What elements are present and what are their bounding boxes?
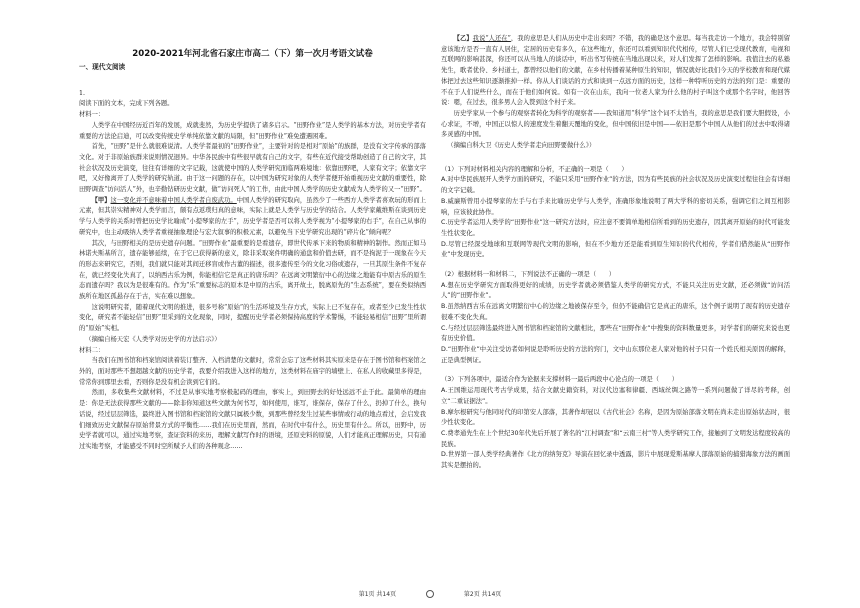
option-2d: D.“田野作业”中关注受访者如何说是聆听历史的方法的窍门，文中山东那位老人家对他的村子只有一个姓氏相关原因的解释，正是典型例证。 (441, 345, 790, 364)
underlined-sentence: 我说“人还在” (472, 35, 511, 42)
page-footer (0, 589, 860, 599)
question-1: （1）下列对材料相关内容的理解和分析，不正确的一项是（ ） (441, 165, 628, 173)
option-3b: B.摩尔根研究与他同时代的印第安人部落，其著作却冠以《古代社会》名称，是因为原始部落文明在尚未走出原始状态时，很少性状变化。 (441, 408, 790, 427)
fold-circle-icon (426, 590, 434, 598)
option-2b: B.虽然纳西古乐在远离文明繁衍中心的边缘之地被保存至今，但仍不能确信它是真正的唐乐，这个例子说明了现有的历史遗存很难不变化失真。 (441, 303, 790, 321)
paragraph: 然而，多收集些文献材料，不过是从事实地考察极起码的理由，事实上，到田野去的好处远远不止于此。最简单的理由是：你是无法获得那些文献的——除非你知道这些文献为何书写，如何使用，谁写，谁保存，保存了什么，扔掉了什么，换句话说，经过层层筛选，最终进入图书馆和档案馆的文献只属极少数，到那些曾经发生过某些事情或行动的地点看过，会启发我们细致历史文献保存原始背景方式的平衡性……我们在历史里面，然而，在时代中有什么，历史里有什么。所以，田野中，历史学者就可以，通过实地考察，查证资料的来历，理解文献写作时的语境，还原史料的原貌，人们才能真正理解历史，只有通过实地考察，才能感受不同时空所赋予人们的各种观念…… (79, 389, 426, 450)
paragraph: 这说明研究者，随着现代文明的推进，很多号称“原始”的生活环境及生存方式，实际上已不复存在，或者至少已发生性状变化，研究者不能轻信“田野”里采到的文化现象，同时，提醒历史学者必须保持高度的学术警惕，不能轻易相信“田野”里所谓的“原始”实相。 (79, 303, 426, 333)
page-number-right: 第2页 共14页 (463, 590, 502, 598)
option-1c: C.历史学者运用人类学的“田野作业”这一研究方法时，应注意不要简单地相信所看到的历史遗存，因其离开原始的时代可能发生性状变化。 (441, 219, 790, 237)
option-3c: C.费孝通先生在上个世纪30年代先后开展了著名的“江村调查”和“云南三村”等人类学研究工作，接触到了文明发达程度较高的民族。 (441, 429, 790, 448)
material-one-label: 材料一： (79, 111, 105, 119)
marker-yi: 【乙】 (453, 35, 473, 42)
paragraph-jia (79, 196, 426, 239)
paragraph-text: ，我的意思是人们从历史中走出来吗？不错，我的确是这个意思。每当我走访一个地方，我会特别留意该地方是否一直有人居住，定居的历史有多久，在这些地方，你还可以看到知识代代相传，尽管人们已受现代教育，电视和互联网的影响甚深，你还可以从当地人的谈话中，听出书写传统在当地出现以来，对人们发挥了怎样的影响。我值注去的私塾先生，歌者优伶、乡村道士，都曾经以他们的文献，在乡村传播着某种原生的知识，情况就好比我们今天的学校教育和现代媒体把过去这些知识逐渐推掉一样。你从人们谈话的方式和谈到一点远方面的历史，这样一种特听历史的方法的窍门是：重要的不在于人们说些什么，而在于他们如何说。如有一次在山东，我向一位老人家为什么他的村子叫这个或那个名字时，他回答说：嗯，在过去，很多男人会入赘到这个村子来。 (441, 35, 791, 107)
marker-jia: 【甲】 (91, 196, 111, 204)
paragraph: 当我们在图书馆和档案馆阅读着装订整齐、入档清楚的文献时，常常会忘了这些材料其实原来是存在于图书馆和档案馆之外的，面对那些不想超越文献的历史学者，我要介绍我进入这样的地方，这类材料在庙宇的墙壁上、在私人的收藏里多得是，常常你到那里去看，否则你是没有机会读到它们的。 (79, 357, 426, 386)
exam-title: 2020-2021年河北省石家庄市高二（下）第一次月考语文试卷 (132, 49, 373, 59)
option-3d: D.世界第一部人类学经典著作《北方的纳努克》导演在回忆录中透露，影片中展现爱斯基摩人部落原始的捕猎海象方法的画面其实是摆拍的。 (441, 451, 790, 470)
paragraph: 历史学家从一个参与的观察者转化为科学的观察者——我知道用“科学”这个词不太恰当，我的意思是我们要大胆假设，小心求证，不增，中国正以惊人的速度发生着翻天覆地的变化，但中国依旧是中国——依旧是那个中国人从他们的过去中取得诸多灵感的中国。 (441, 109, 790, 139)
paragraph-text: 中国人类学的研究取向，虽然少了一些西方人类学者喜欢玩的形而上元素，但其崇实精神对人类学而言，颇有点返璞归真的意味，实际上就是人类学与历史学的结合。人类学家戴维斯在谈到历史学与人类学的关系时曾把历史学比喻成“小提琴家的左手”，历史学者是否可以将人类学视为“小提琴家的右手”，在自己从事的研究中，也主动吸纳人类学者重视抽象理论与宏大叙事的积极元素，以避免当下史学研究出现的“碎片化”倾向呢？ (79, 196, 427, 236)
option-2c: C.与经过层层筛选最终进入图书馆和档案馆的文献相比，那些在“田野作业”中搜集的资料数量更多，对学者们的研究来说也更有历史价值。 (441, 324, 790, 343)
left-column (79, 62, 426, 453)
right-column (441, 34, 790, 472)
instruction: 阅读下面的文本，完成下列各题。 (79, 100, 174, 108)
question-3: （3）下列各项中，最适合作为论据来支撑材料一最后两段中心论点的一项是（ ） (441, 376, 678, 384)
paragraph-yi (441, 34, 790, 109)
option-2a: A.想在历史学研究方面取得更好的成绩，历史学者就必须借鉴人类学的研究方式，不能只关注历史文献，还必须做“访问活人”的“田野作业”。 (441, 281, 790, 300)
page-number-left: 第1页 共14页 (358, 590, 397, 598)
question-2: （2）根据材料一和材料二，下列说法不正确的一项是（ ） (441, 271, 616, 279)
paragraph: 人类学在中国经历近百年的发展，成就斐然，为历史学提供了诸多启示。“田野作业”是人类学的基本方法，对历史学者有重要的方法论启迪，可以改变传统史学单纯依靠文献的局限，但“田野作业”难免遭遇困难。 (79, 121, 426, 140)
source-note: （摘编自科大卫《历史人类学者走向田野要做什么》） (447, 142, 596, 150)
option-1b: B.威廉斯曾用小提琴家的左手与右手来比喻历史学与人类学，准确形象地说明了两大学科的密切关系，强调它们之间互相影响，应该彼此协作。 (441, 197, 790, 216)
source-note: （摘编自杨天宏《人类学对历史学的方法启示》） (85, 335, 221, 343)
paragraph: 首先，“田野”是什么就很难说清。人类学者最初的“田野作业”，主要针对的是相对“原始”的族群，是没有文字传承的部落文化。对于非原始族群来说则情况迥异。中华各民族中有些很早就有自己的文字，有些在近代接受帮助创造了自己的文字，其社会状况及历史演变，往往有详细的文字记载，这就使中国的人类学研究面临两难境地：依靠田野吧，人家有文字；依靠文字吧，又好像离开了人类学的研究轨道。由于这一问题的存在，以中国为研究对象的人类学者便开始重视历史文献的重要性，除田野调查“访问活人”外，也辛勤钻研历史文献，做“访问死人”的工作，由此中国人类学的历史文献成为人类学的又一“田野”。 (79, 143, 426, 194)
option-1d: D.尽管已经深受地球和互联网等现代文明的影响，但在不少地方还是能看到原生知识的代代相传，学者们借然能从“田野作业”中发现历史。 (441, 240, 790, 259)
material-two-label: 材料二： (79, 346, 105, 354)
option-1a: A.对中华民族展开人类学方面的研究，不能只采用“田野作业”的方法，因为有些民族的社会状况及历史演变过程往往会有详细的文字记载。 (441, 176, 790, 195)
question-number: 1. (79, 89, 86, 97)
option-3a: A.王国维运用现代考古学成果，结合文献史籍资料，对汉代边塞和律疆、西域丝绸之路等一系列问题做了详尽的考释，创立“二重证据法”。 (441, 387, 790, 405)
underlined-sentence: 这一变化并不意味着中国人类学者自废武功。 (110, 196, 237, 204)
section-heading: 一、现代文阅读 (79, 63, 126, 71)
paragraph: 其次，与田野相关的是历史遗存问题。“田野作业”最重要的是看遗存，即世代传承下来的物质和精神的制作。然而正如马林诺夫斯基所言，遗存能够延续，在于它已获得新的意义，除非采取案件明确的通盘和价值去研，而不是拘泥于一现象在今天的形态来研究它，否则，我们就只能对其间迁移盲或作古董的描述，很多遗传至今的文化习俗或遗存，一旦其原生条件不复存在，就已经变化失真了，以纳西古乐为例，你能相信它是真正的唐乐吗？在远离文明繁衍中心的边缘之地能有中原古乐的原生态而遗存吗？我以为是很难有的。作为“乐”重要标志的原本是中原的古乐，离开故土，脱离原先的“生态系统”，要在类似纳西族所在地区孤悬存在于古，实在难以想象。 (79, 239, 426, 301)
